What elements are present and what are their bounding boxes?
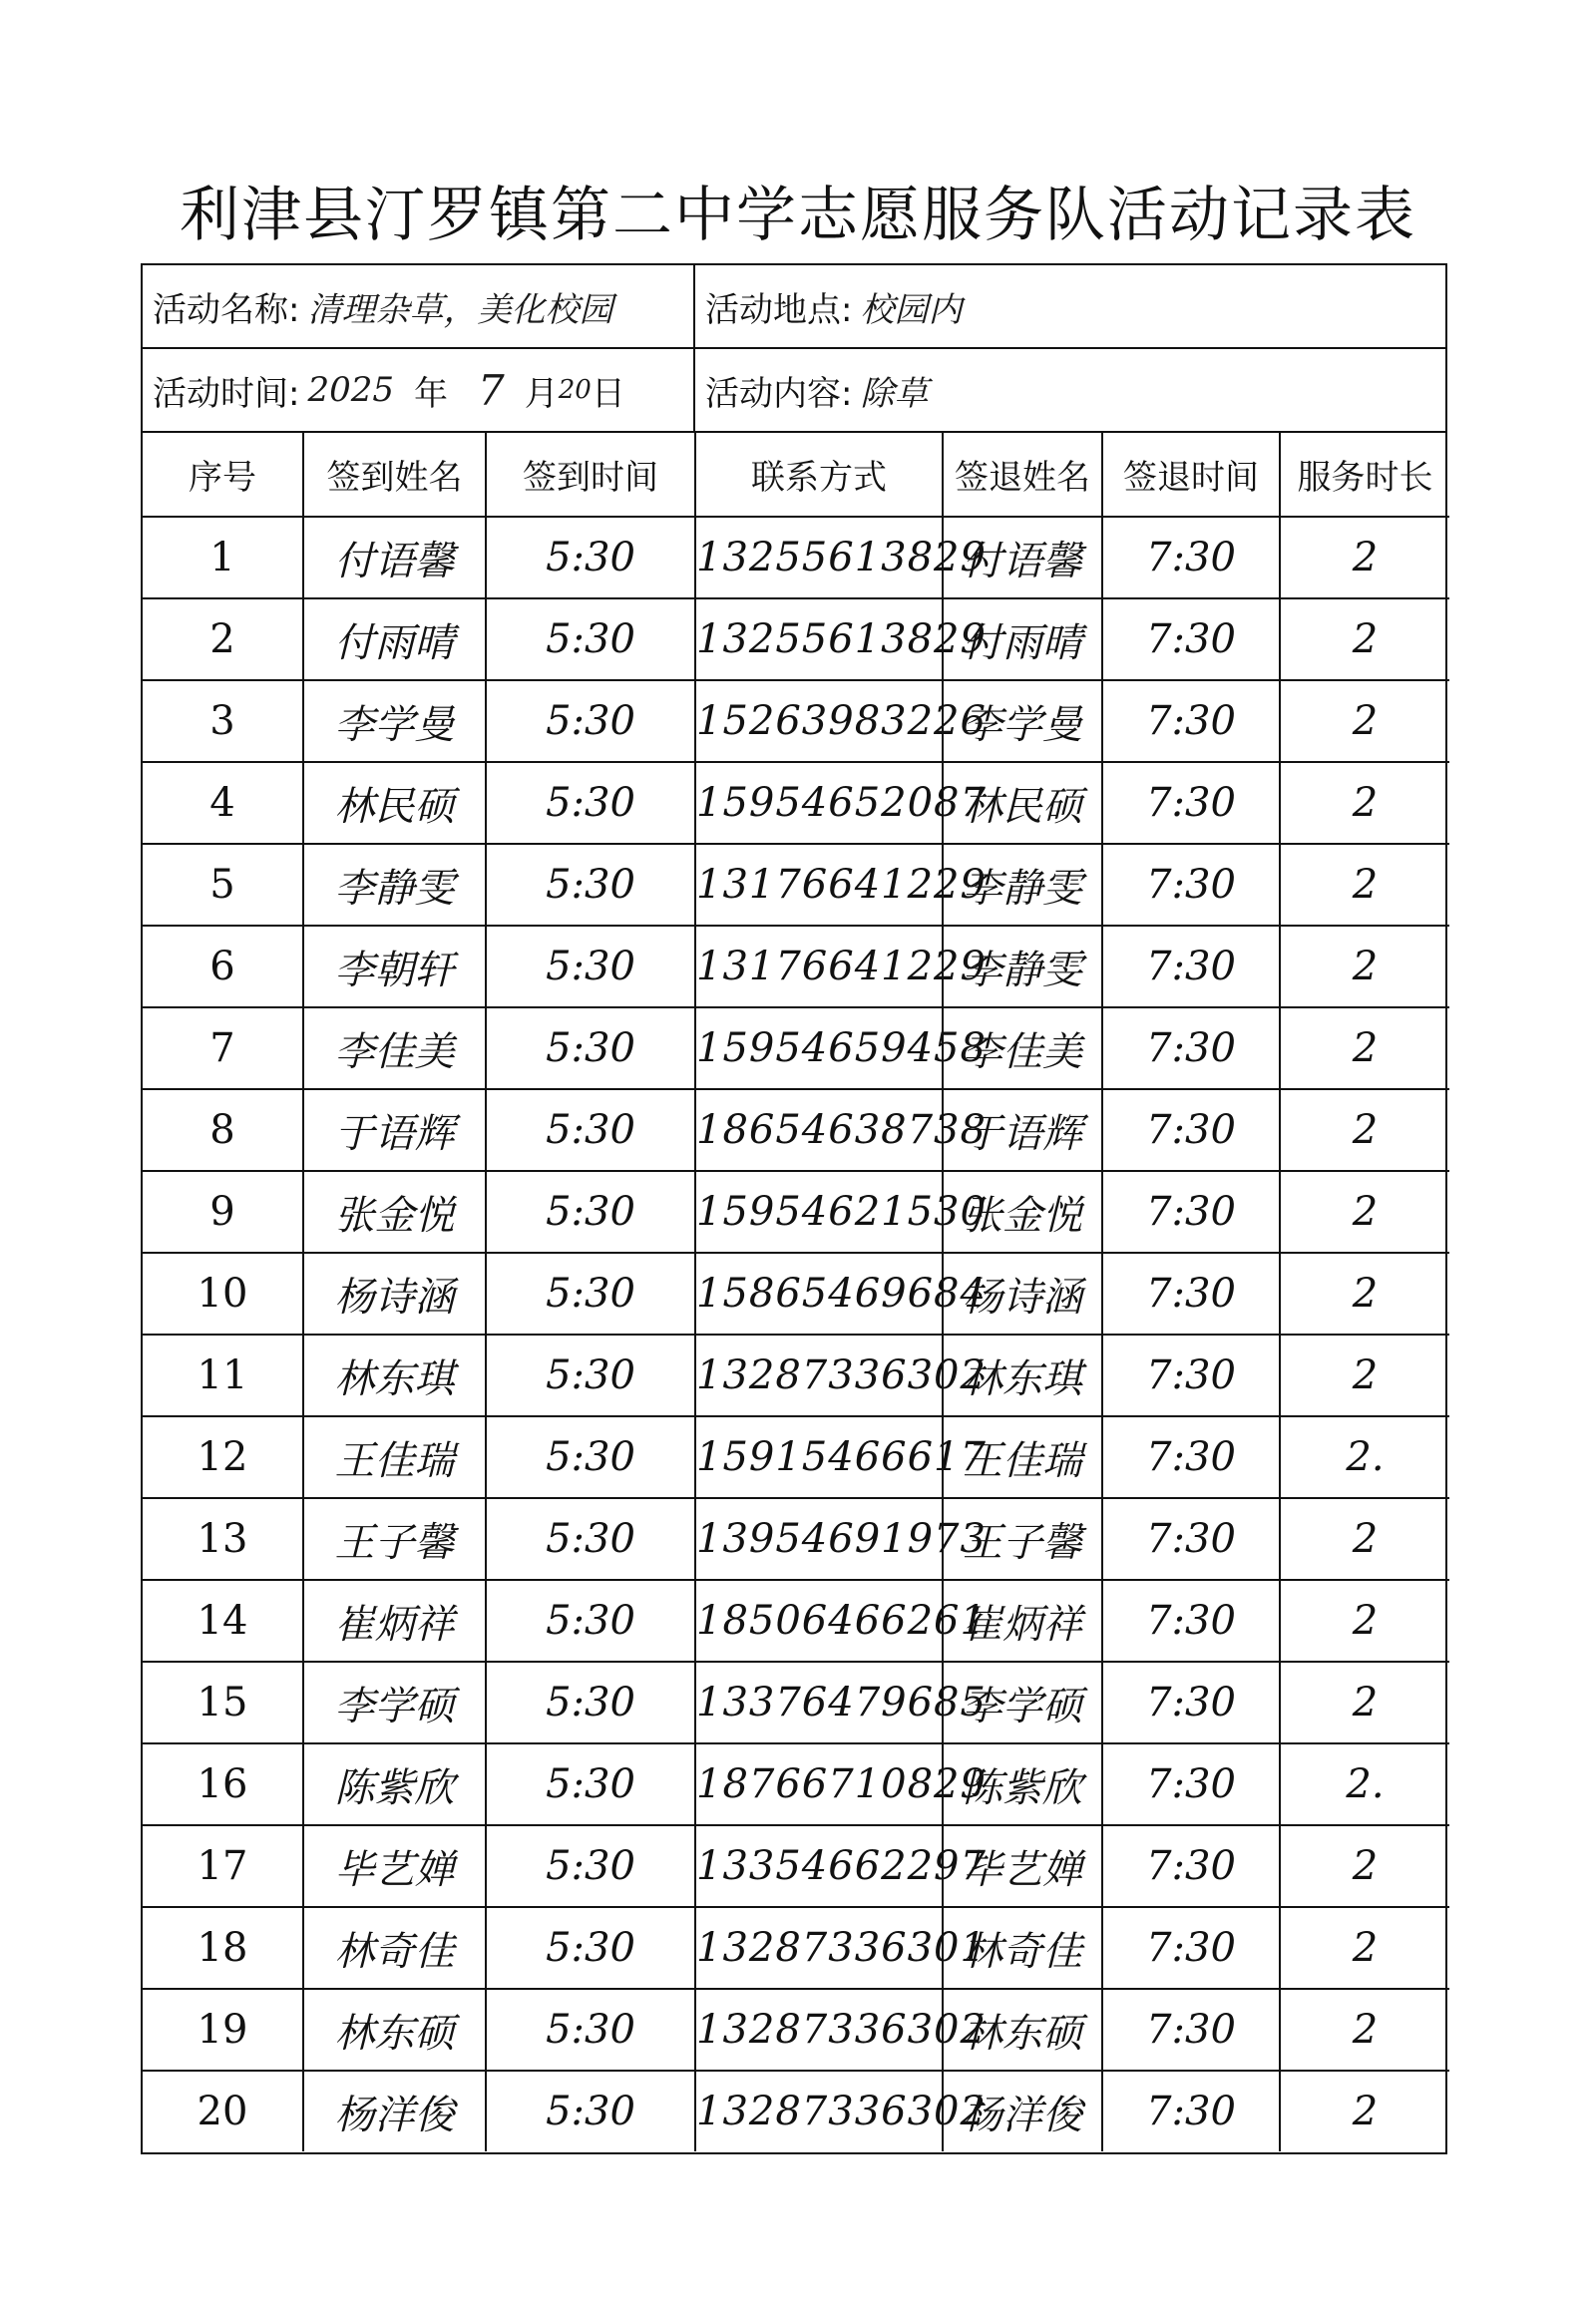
activity-time-month-unit: 月: [524, 373, 559, 414]
activity-content-cell: [695, 349, 1445, 431]
row-number: 3: [143, 680, 303, 762]
checkin-name: 王佳瑞: [303, 1416, 486, 1498]
table-row: [143, 680, 1449, 762]
checkin-name: 毕艺婵: [303, 1825, 486, 1907]
row-number: 6: [143, 926, 303, 1007]
table-row: [143, 926, 1449, 1007]
table-row: [143, 762, 1449, 844]
row-number: 17: [143, 1825, 303, 1907]
header-checkout-name: 签退姓名: [943, 433, 1102, 517]
records-table: [143, 433, 1449, 2151]
table-row: [143, 1743, 1449, 1825]
contact-phone: 13287336302: [695, 1989, 943, 2071]
contact-phone: 18766710829: [695, 1743, 943, 1825]
checkout-name: 李静雯: [943, 844, 1102, 926]
table-row: [143, 1089, 1449, 1171]
checkin-name: 林奇佳: [303, 1907, 486, 1989]
service-hours: 2: [1280, 926, 1449, 1007]
row-number: 14: [143, 1580, 303, 1662]
checkin-name: 陈紫欣: [303, 1743, 486, 1825]
checkout-name: 付语馨: [943, 517, 1102, 598]
contact-phone: 15865469684: [695, 1253, 943, 1335]
row-number: 4: [143, 762, 303, 844]
service-hours: 2: [1280, 844, 1449, 926]
table-row: [143, 2071, 1449, 2151]
contact-phone: 18654638738: [695, 1089, 943, 1171]
service-hours: 2: [1280, 1662, 1449, 1743]
checkin-name: 林东硕: [303, 1989, 486, 2071]
service-hours: 2: [1280, 1498, 1449, 1580]
header-no: 序号: [143, 433, 303, 517]
contact-phone: 15263983226: [695, 680, 943, 762]
checkin-name: 李朝轩: [303, 926, 486, 1007]
row-number: 20: [143, 2071, 303, 2151]
info-row-name-location: [143, 265, 1445, 349]
checkout-name: 杨诗涵: [943, 1253, 1102, 1335]
checkout-name: 林东琪: [943, 1335, 1102, 1416]
checkout-time: 7:30: [1102, 1171, 1280, 1253]
activity-content-value: 除草: [860, 373, 929, 414]
contact-phone: 13954691973: [695, 1498, 943, 1580]
row-number: 7: [143, 1007, 303, 1089]
checkout-name: 李静雯: [943, 926, 1102, 1007]
checkin-time: 5:30: [486, 1498, 695, 1580]
checkin-name: 付语馨: [303, 517, 486, 598]
row-number: 9: [143, 1171, 303, 1253]
service-hours: 2: [1352, 2089, 1379, 2134]
contact-phone: 18506466261: [695, 1580, 943, 1662]
checkin-name: 李学曼: [303, 680, 486, 762]
checkin-name: 崔炳祥: [303, 1580, 486, 1662]
activity-name-cell: [143, 265, 695, 347]
table-row: [143, 517, 1449, 598]
checkin-time: 5:30: [486, 762, 695, 844]
checkout-time: 7:30: [1102, 1825, 1280, 1907]
service-hours: 2: [1280, 1907, 1449, 1989]
contact-phone: 13287336302: [695, 1335, 943, 1416]
checkin-name: 林民硕: [303, 762, 486, 844]
checkin-time: 5:30: [486, 1335, 695, 1416]
checkin-time: 5:30: [486, 2071, 695, 2151]
row-number: 18: [143, 1907, 303, 1989]
activity-location-value: 校园内: [860, 289, 963, 330]
service-hours: 2: [1280, 517, 1449, 598]
service-hours: 2: [1280, 598, 1449, 680]
info-row-time-content: [143, 349, 1445, 433]
activity-time-month: 7: [478, 365, 505, 415]
checkin-name: 林东琪: [303, 1335, 486, 1416]
record-form: [141, 263, 1447, 2154]
activity-name-value: 清理杂草，美化校园: [307, 289, 613, 330]
row-number: 10: [143, 1253, 303, 1335]
checkin-time: 5:30: [486, 1089, 695, 1171]
checkout-name: 陈紫欣: [943, 1743, 1102, 1825]
checkout-name: 杨洋俊: [943, 2071, 1102, 2151]
checkout-time: 7:30: [1102, 926, 1280, 1007]
checkin-time: 5:30: [486, 1907, 695, 1989]
activity-time-day: 20: [558, 375, 592, 405]
contact-phone: 15954652087: [695, 762, 943, 844]
service-hours: 2: [1280, 1171, 1449, 1253]
activity-name-label: 活动名称:: [153, 289, 300, 330]
service-hours: 2: [1280, 680, 1449, 762]
checkin-time: 5:30: [486, 926, 695, 1007]
service-hours: 2: [1280, 762, 1449, 844]
checkout-name: 李佳美: [943, 1007, 1102, 1089]
table-row: [143, 844, 1449, 926]
row-number: 2: [143, 598, 303, 680]
checkout-time: 7:30: [1102, 1416, 1280, 1498]
checkout-time: 7:30: [1102, 517, 1280, 598]
header-contact: 联系方式: [695, 433, 943, 517]
row-number: 15: [143, 1662, 303, 1743]
service-hours: 2: [1280, 1089, 1449, 1171]
checkout-name: 李学硕: [943, 1662, 1102, 1743]
service-hours: 2: [1280, 1007, 1449, 1089]
service-hours: 2: [1280, 1253, 1449, 1335]
checkin-time: 5:30: [486, 1253, 695, 1335]
checkout-time: 7:30: [1102, 598, 1280, 680]
activity-time-label: 活动时间:: [153, 373, 300, 414]
contact-phone: 13176641229: [695, 926, 943, 1007]
activity-time-day-unit: 日: [591, 373, 625, 414]
contact-phone: 13354662297: [695, 1825, 943, 1907]
header-service-hours: 服务时长: [1280, 433, 1449, 517]
checkout-time: 7:30: [1102, 1335, 1280, 1416]
checkout-time: 7:30: [1102, 1089, 1280, 1171]
service-hours: 2: [1280, 1335, 1449, 1416]
activity-location-cell: [695, 265, 1445, 347]
checkout-name: 林民硕: [943, 762, 1102, 844]
checkout-time: 7:30: [1102, 844, 1280, 926]
checkin-name: 于语辉: [303, 1089, 486, 1171]
checkin-name: 李学硕: [303, 1662, 486, 1743]
checkout-time: 7:30: [1102, 762, 1280, 844]
checkin-time: 5:30: [486, 1989, 695, 2071]
checkout-time: 7:30: [1102, 1580, 1280, 1662]
service-hours: 2: [1280, 1580, 1449, 1662]
checkin-name: 李佳美: [303, 1007, 486, 1089]
checkin-name: 张金悦: [303, 1171, 486, 1253]
checkin-time: 5:30: [486, 844, 695, 926]
checkout-time: 7:30: [1102, 1007, 1280, 1089]
table-row: [143, 1580, 1449, 1662]
checkin-time: 5:30: [486, 1743, 695, 1825]
row-number: 8: [143, 1089, 303, 1171]
contact-phone: 13376479685: [695, 1662, 943, 1743]
table-row: [143, 1498, 1449, 1580]
checkin-name: 李静雯: [303, 844, 486, 926]
checkout-name: 王佳瑞: [943, 1416, 1102, 1498]
header-row: [143, 433, 1449, 517]
checkout-time: 7:30: [1102, 1743, 1280, 1825]
activity-time-year: 2025: [307, 370, 394, 410]
checkin-time: 5:30: [486, 1662, 695, 1743]
checkin-time: 5:30: [486, 517, 695, 598]
contact-phone: 15954621530: [695, 1171, 943, 1253]
checkin-time: 5:30: [486, 1171, 695, 1253]
header-checkin-name: 签到姓名: [303, 433, 486, 517]
contact-phone: 13176641229: [695, 844, 943, 926]
activity-time-cell: [143, 349, 695, 431]
contact-phone: 13287336301: [695, 1907, 943, 1989]
checkout-name: 林奇佳: [943, 1907, 1102, 1989]
service-hours: 2.: [1280, 1416, 1449, 1498]
checkin-name: 王子馨: [303, 1498, 486, 1580]
service-hours: 2.: [1280, 1743, 1449, 1825]
checkout-time: 7:30: [1102, 1253, 1280, 1335]
table-row: [143, 598, 1449, 680]
contact-phone: 13287336302: [695, 2071, 943, 2151]
table-row: [143, 1416, 1449, 1498]
table-row: [143, 1907, 1449, 1989]
checkout-time: 7:30: [1102, 2071, 1280, 2151]
checkout-name: 李学曼: [943, 680, 1102, 762]
row-number: 19: [143, 1989, 303, 2071]
contact-phone: 13255613829: [695, 517, 943, 598]
row-number: 11: [143, 1335, 303, 1416]
checkout-name: 于语辉: [943, 1089, 1102, 1171]
activity-location-label: 活动地点:: [705, 289, 853, 330]
row-number: 12: [143, 1416, 303, 1498]
checkout-name: 付雨晴: [943, 598, 1102, 680]
row-number: 16: [143, 1743, 303, 1825]
checkout-name: 张金悦: [943, 1171, 1102, 1253]
table-row: [143, 1171, 1449, 1253]
table-row: [143, 1335, 1449, 1416]
checkin-name: 付雨晴: [303, 598, 486, 680]
checkout-time: 7:30: [1102, 1498, 1280, 1580]
service-hours: 2: [1280, 1825, 1449, 1907]
checkin-time: 5:30: [486, 598, 695, 680]
row-number: 13: [143, 1498, 303, 1580]
header-checkin-time: 签到时间: [486, 433, 695, 517]
checkin-time: 5:30: [486, 1007, 695, 1089]
service-hours: 2: [1280, 1989, 1449, 2071]
checkout-name: 毕艺婵: [943, 1825, 1102, 1907]
header-checkout-time: 签退时间: [1102, 433, 1280, 517]
checkin-name: 杨诗涵: [303, 1253, 486, 1335]
checkin-time: 5:30: [486, 1580, 695, 1662]
activity-time-year-unit: 年: [414, 373, 448, 414]
checkout-time: 7:30: [1102, 680, 1280, 762]
table-row: [143, 1253, 1449, 1335]
checkin-time: 5:30: [486, 1416, 695, 1498]
checkin-name: 杨洋俊: [303, 2071, 486, 2151]
row-number: 1: [143, 517, 303, 598]
checkin-time: 5:30: [486, 680, 695, 762]
table-row: [143, 1989, 1449, 2071]
checkout-name: 崔炳祥: [943, 1580, 1102, 1662]
contact-phone: 15954659458: [695, 1007, 943, 1089]
checkout-time: 7:30: [1102, 1989, 1280, 2071]
table-row: [143, 1007, 1449, 1089]
page-title: 利津县汀罗镇第二中学志愿服务队活动记录表: [180, 181, 1416, 250]
records-body: [143, 517, 1449, 2151]
activity-content-label: 活动内容:: [705, 373, 853, 414]
contact-phone: 15915466617: [695, 1416, 943, 1498]
table-row: [143, 1825, 1449, 1907]
row-number: 5: [143, 844, 303, 926]
contact-phone: 13255613829: [695, 598, 943, 680]
checkout-time: 7:30: [1102, 1907, 1280, 1989]
checkout-name: 王子馨: [943, 1498, 1102, 1580]
checkout-time: 7:30: [1102, 1662, 1280, 1743]
checkout-name: 林东硕: [943, 1989, 1102, 2071]
checkin-time: 5:30: [486, 1825, 695, 1907]
table-row: [143, 1662, 1449, 1743]
